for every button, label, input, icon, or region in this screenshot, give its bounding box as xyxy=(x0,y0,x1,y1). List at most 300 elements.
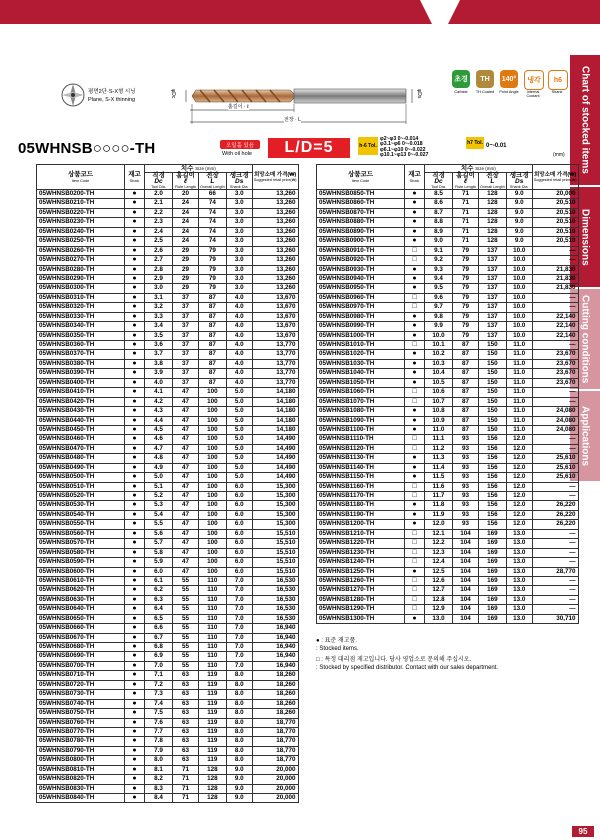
table-row xyxy=(37,775,299,784)
overall-length-cell: 169 xyxy=(479,586,507,595)
item-code-cell: 05WHNSB1150-TH xyxy=(317,473,405,482)
stock-mark-cell: ● xyxy=(125,190,145,199)
shank-dia-cell: 5.0 xyxy=(226,397,252,406)
item-code-cell: 05WHNSB0660-TH xyxy=(37,624,125,633)
flute-length-cell: 104 xyxy=(453,539,479,548)
price-cell: 13,260 xyxy=(252,208,298,217)
stock-mark-cell: ● xyxy=(125,548,145,557)
shank-dia-cell: 10.0 xyxy=(506,274,532,283)
flute-length-cell: 93 xyxy=(453,463,479,472)
flute-length-cell: 87 xyxy=(453,341,479,350)
price-cell: 22,140 xyxy=(532,331,578,340)
shank-dia-cell: 11.0 xyxy=(506,388,532,397)
price-cell: 14,490 xyxy=(252,463,298,472)
stock-mark-cell: ● xyxy=(125,378,145,387)
flute-length-cell: 55 xyxy=(173,586,199,595)
overall-length-cell: 169 xyxy=(479,595,507,604)
tolerance-line: φ3.1~φ6 0~-0.018 xyxy=(380,141,423,148)
flute-length-cell: 79 xyxy=(453,265,479,274)
stock-mark-cell: ● xyxy=(405,614,425,623)
price-cell: 13,260 xyxy=(252,274,298,283)
overall-length-cell: 87 xyxy=(199,293,227,302)
table-row xyxy=(317,605,579,614)
point-angle-icon: 140° xyxy=(500,70,518,88)
stock-mark-cell: ● xyxy=(405,284,425,293)
table-row xyxy=(317,312,579,321)
stock-mark-cell: ● xyxy=(405,199,425,208)
stock-mark-cell: ● xyxy=(125,756,145,765)
overall-length-cell: 79 xyxy=(199,256,227,265)
table-row xyxy=(317,388,579,397)
tool-dia-cell: 10.7 xyxy=(425,397,453,406)
shank-dia-cell: 10.0 xyxy=(506,303,532,312)
price-cell: 18,770 xyxy=(252,756,298,765)
price-cell: 22,140 xyxy=(532,312,578,321)
item-code-cell: 05WHNSB0690-TH xyxy=(37,652,125,661)
stock-mark-cell: ● xyxy=(125,746,145,755)
overall-length-cell: 150 xyxy=(479,359,507,368)
stock-mark-cell: ● xyxy=(405,567,425,576)
tool-dia-cell: 4.8 xyxy=(145,454,173,463)
stock-mark-cell: ● xyxy=(125,794,145,803)
flute-length-cell: 55 xyxy=(173,633,199,642)
price-cell: 14,180 xyxy=(252,397,298,406)
overall-length-cell: 110 xyxy=(199,576,227,585)
shank-dia-cell: 3.0 xyxy=(226,256,252,265)
flute-length-cell: 79 xyxy=(453,331,479,340)
stock-mark-cell: ● xyxy=(405,520,425,529)
overall-length-cell: 150 xyxy=(479,416,507,425)
flute-length-cell: 37 xyxy=(173,369,199,378)
shank-dia-cell: 6.0 xyxy=(226,567,252,576)
tool-dia-cell: 12.5 xyxy=(425,567,453,576)
stock-mark-cell: ● xyxy=(125,369,145,378)
price-cell: — xyxy=(532,539,578,548)
flute-length-cell: 47 xyxy=(173,520,199,529)
table-row xyxy=(317,199,579,208)
price-cell: 13,770 xyxy=(252,341,298,350)
item-code-cell: 05WHNSB0740-TH xyxy=(37,699,125,708)
flute-length-cell: 104 xyxy=(453,567,479,576)
tool-dia-cell: 3.8 xyxy=(145,359,173,368)
drill-drawing xyxy=(180,80,425,130)
shank-dia-cell: 10.0 xyxy=(506,284,532,293)
table-row xyxy=(317,539,579,548)
stock-mark-cell: ● xyxy=(405,190,425,199)
item-code-cell: 05WHNSB0910-TH xyxy=(317,246,405,255)
shank-dia-cell: 10.0 xyxy=(506,256,532,265)
shank-dia-cell: 12.0 xyxy=(506,482,532,491)
flute-length-cell: 47 xyxy=(173,567,199,576)
price-cell: 20,510 xyxy=(532,237,578,246)
price-cell: 14,180 xyxy=(252,425,298,434)
thinning-ko: 평면2단·S-X형 시닝 xyxy=(88,89,136,95)
shank-dia-cell: 8.0 xyxy=(226,718,252,727)
flute-length-cell: 47 xyxy=(173,501,199,510)
price-cell: 23,670 xyxy=(532,359,578,368)
item-code-cell: 05WHNSB0390-TH xyxy=(37,369,125,378)
overall-length-cell: 128 xyxy=(479,190,507,199)
stock-mark-cell: □ xyxy=(405,397,425,406)
overall-length-cell: 150 xyxy=(479,369,507,378)
item-code-cell: 05WHNSB1010-TH xyxy=(317,341,405,350)
tool-dia-cell: 12.3 xyxy=(425,548,453,557)
flute-length-cell: 47 xyxy=(173,529,199,538)
price-cell: — xyxy=(532,397,578,406)
product-table-right xyxy=(316,164,579,624)
price-cell: 25,610 xyxy=(532,463,578,472)
flute-length-cell: 47 xyxy=(173,397,199,406)
tool-dia-cell: 6.4 xyxy=(145,605,173,614)
shank-dia-cell: 7.0 xyxy=(226,633,252,642)
flute-length-cell: 37 xyxy=(173,293,199,302)
price-cell: 14,490 xyxy=(252,454,298,463)
tool-dia-cell: 11.8 xyxy=(425,501,453,510)
price-cell: 13,770 xyxy=(252,369,298,378)
flute-length-cell: 47 xyxy=(173,388,199,397)
table-row xyxy=(317,359,579,368)
stock-mark-cell: ● xyxy=(125,576,145,585)
tool-dia-cell: 3.0 xyxy=(145,284,173,293)
tool-dia-cell: 7.6 xyxy=(145,718,173,727)
item-code-cell: 05WHNSB1120-TH xyxy=(317,444,405,453)
stock-mark-cell: ● xyxy=(125,293,145,302)
item-code-cell: 05WHNSB0540-TH xyxy=(37,510,125,519)
flute-length-cell: 29 xyxy=(173,284,199,293)
price-cell: 26,220 xyxy=(532,510,578,519)
tool-dia-cell: 12.7 xyxy=(425,586,453,595)
table-row xyxy=(37,718,299,727)
price-cell: — xyxy=(532,558,578,567)
tool-dia-cell: 2.9 xyxy=(145,274,173,283)
stock-mark-cell: ● xyxy=(405,218,425,227)
shank-dia-cell: 11.0 xyxy=(506,341,532,350)
price-cell: 16,530 xyxy=(252,605,298,614)
stock-mark-cell: ● xyxy=(405,425,425,434)
overall-length-cell: 119 xyxy=(199,727,227,736)
overall-length-cell: 137 xyxy=(479,265,507,274)
flute-length-cell: 93 xyxy=(453,482,479,491)
overall-length-cell: 128 xyxy=(479,237,507,246)
overall-length-cell: 156 xyxy=(479,463,507,472)
overall-length-cell: 79 xyxy=(199,284,227,293)
stock-mark-cell: ● xyxy=(125,661,145,670)
price-cell: 14,490 xyxy=(252,435,298,444)
flute-length-cell: 79 xyxy=(453,322,479,331)
stock-mark-cell: □ xyxy=(405,558,425,567)
overall-length-cell: 169 xyxy=(479,529,507,538)
overall-length-cell: 87 xyxy=(199,378,227,387)
flute-length-cell: 63 xyxy=(173,756,199,765)
tolerance-line: φ10.1~φ13 0~-0.027 xyxy=(380,152,429,159)
overall-length-cell: 100 xyxy=(199,407,227,416)
tool-dia-cell: 6.7 xyxy=(145,633,173,642)
table-row xyxy=(37,473,299,482)
tool-dia-cell: 8.2 xyxy=(145,775,173,784)
tool-dia-cell: 5.2 xyxy=(145,492,173,501)
item-code-cell: 05WHNSB0720-TH xyxy=(37,680,125,689)
shank-dia-cell: 9.0 xyxy=(506,227,532,236)
item-code-cell: 05WHNSB0810-TH xyxy=(37,765,125,774)
table-row xyxy=(317,227,579,236)
shank-dia-cell: 3.0 xyxy=(226,265,252,274)
shank-dia-cell: 6.0 xyxy=(226,548,252,557)
price-cell: 15,510 xyxy=(252,548,298,557)
price-cell: — xyxy=(532,444,578,453)
tool-dia-cell: 3.3 xyxy=(145,312,173,321)
flute-length-cell: 24 xyxy=(173,227,199,236)
tool-dia-cell: 12.0 xyxy=(425,520,453,529)
overall-length-cell: 137 xyxy=(479,256,507,265)
price-cell: 13,260 xyxy=(252,284,298,293)
item-code-cell: 05WHNSB1190-TH xyxy=(317,510,405,519)
shank-dia-cell: 13.0 xyxy=(506,586,532,595)
tool-dia-cell: 3.1 xyxy=(145,293,173,302)
table-row xyxy=(37,284,299,293)
table-row xyxy=(317,208,579,217)
table-row xyxy=(37,539,299,548)
table-row xyxy=(37,303,299,312)
table-row xyxy=(317,397,579,406)
stock-mark-cell: ● xyxy=(125,718,145,727)
shank-dia-cell: 5.0 xyxy=(226,454,252,463)
shank-dia-cell: 7.0 xyxy=(226,652,252,661)
point-angle-label: Point Angle xyxy=(499,90,519,94)
overall-length-cell: 87 xyxy=(199,359,227,368)
item-code-cell: 05WHNSB0900-TH xyxy=(317,237,405,246)
table-row xyxy=(317,595,579,604)
tool-dia-cell: 12.9 xyxy=(425,605,453,614)
flute-length-cell: 55 xyxy=(173,614,199,623)
price-cell: 18,770 xyxy=(252,718,298,727)
flute-length-cell: 63 xyxy=(173,718,199,727)
flute-length-cell: 55 xyxy=(173,643,199,652)
overall-length-cell: 128 xyxy=(199,784,227,793)
stock-mark-cell: □ xyxy=(405,256,425,265)
item-code-cell: 05WHNSB1300-TH xyxy=(317,614,405,623)
shank-dia-cell: 7.0 xyxy=(226,576,252,585)
shank-dia-cell: 6.0 xyxy=(226,482,252,491)
tool-dia-cell: 12.8 xyxy=(425,595,453,604)
overall-length-cell: 137 xyxy=(479,293,507,302)
ld-ratio-badge: L/D=5 xyxy=(268,138,350,158)
shank-dia-cell: 5.0 xyxy=(226,407,252,416)
flute-length-cell: 37 xyxy=(173,312,199,321)
stock-mark-cell: ● xyxy=(125,567,145,576)
table-row xyxy=(317,350,579,359)
item-code-cell: 05WHNSB0820-TH xyxy=(37,775,125,784)
stock-mark-cell: ● xyxy=(125,680,145,689)
stock-mark-cell: ● xyxy=(125,652,145,661)
shank-dia-cell: 8.0 xyxy=(226,746,252,755)
tool-dia-cell: 3.5 xyxy=(145,331,173,340)
stock-mark-cell: □ xyxy=(405,444,425,453)
table-row xyxy=(317,463,579,472)
legend-stocked-ko: ● : 표준 재고품. xyxy=(316,638,357,644)
item-code-cell: 05WHNSB1000-TH xyxy=(317,331,405,340)
flute-length-cell: 55 xyxy=(173,605,199,614)
item-code-cell: 05WHNSB1240-TH xyxy=(317,558,405,567)
item-code-cell: 05WHNSB0220-TH xyxy=(37,208,125,217)
table-row xyxy=(37,341,299,350)
price-cell: 15,300 xyxy=(252,510,298,519)
price-cell: 15,300 xyxy=(252,520,298,529)
item-code-cell: 05WHNSB0570-TH xyxy=(37,539,125,548)
shank-dia-cell: 9.0 xyxy=(226,775,252,784)
stock-mark-cell: □ xyxy=(405,303,425,312)
price-cell: 15,300 xyxy=(252,482,298,491)
price-cell: 23,670 xyxy=(532,369,578,378)
col-header-shank: 생크경 Ds Shank Dia. xyxy=(226,173,252,190)
price-cell: — xyxy=(532,548,578,557)
item-code-cell: 05WHNSB0460-TH xyxy=(37,435,125,444)
h7-tolerance-icon: h7 Tol. xyxy=(466,137,484,149)
shank-dia-cell: 11.0 xyxy=(506,350,532,359)
overall-length-cell: 87 xyxy=(199,322,227,331)
stock-mark-cell: ● xyxy=(125,331,145,340)
price-cell: 20,000 xyxy=(532,190,578,199)
table-row xyxy=(37,312,299,321)
shank-dia-cell: 6.0 xyxy=(226,501,252,510)
stock-mark-cell: ● xyxy=(125,341,145,350)
overall-length-cell: 100 xyxy=(199,425,227,434)
tool-dia-cell: 2.5 xyxy=(145,237,173,246)
overall-length-cell: 79 xyxy=(199,274,227,283)
stock-mark-cell: □ xyxy=(405,341,425,350)
tool-dia-cell: 9.7 xyxy=(425,303,453,312)
price-cell: 13,260 xyxy=(252,218,298,227)
tool-dia-cell: 6.0 xyxy=(145,567,173,576)
table-row xyxy=(37,727,299,736)
price-cell: 30,710 xyxy=(532,614,578,623)
table-row xyxy=(317,246,579,255)
price-cell: 16,530 xyxy=(252,595,298,604)
oil-hole-en: With oil hole xyxy=(222,151,252,157)
flute-length-cell: 87 xyxy=(453,378,479,387)
table-row xyxy=(37,680,299,689)
table-row xyxy=(37,605,299,614)
overall-length-cell: 110 xyxy=(199,605,227,614)
stock-mark-cell: ● xyxy=(405,501,425,510)
shank-dia-cell: 5.0 xyxy=(226,425,252,434)
shank-dia-cell: 5.0 xyxy=(226,416,252,425)
overall-length-cell: 100 xyxy=(199,510,227,519)
col-header-price: 희망소매 가격(₩) Suggested retail price(₩) xyxy=(532,165,578,190)
overall-length-cell: 110 xyxy=(199,633,227,642)
table-row xyxy=(317,407,579,416)
tool-dia-cell: 5.0 xyxy=(145,473,173,482)
flute-length-cell: 24 xyxy=(173,208,199,217)
col-header-shank: 생크경 Ds Shank Dia. xyxy=(506,173,532,190)
stock-mark-cell: ● xyxy=(125,388,145,397)
flute-length-cell: 93 xyxy=(453,492,479,501)
shank-dia-cell: 13.0 xyxy=(506,605,532,614)
table-row xyxy=(317,473,579,482)
shank-dia-cell: 6.0 xyxy=(226,520,252,529)
flute-length-cell: 55 xyxy=(173,576,199,585)
item-code-cell: 05WHNSB0800-TH xyxy=(37,756,125,765)
stock-mark-cell: ● xyxy=(125,784,145,793)
ds-label: φDs xyxy=(416,89,422,99)
shank-dia-cell: 12.0 xyxy=(506,435,532,444)
flute-length-cell: 79 xyxy=(453,284,479,293)
tool-dia-cell: 2.1 xyxy=(145,199,173,208)
overall-length-cell: 100 xyxy=(199,388,227,397)
overall-length-cell: 87 xyxy=(199,303,227,312)
item-code-cell: 05WHNSB1280-TH xyxy=(317,595,405,604)
flute-length-cell: 93 xyxy=(453,435,479,444)
tool-dia-cell: 8.8 xyxy=(425,218,453,227)
overall-length-cell: 128 xyxy=(199,765,227,774)
overall-length-cell: 100 xyxy=(199,529,227,538)
stock-mark-cell: □ xyxy=(405,576,425,585)
price-cell: — xyxy=(532,576,578,585)
table-row xyxy=(317,265,579,274)
item-code-cell: 05WHNSB0470-TH xyxy=(37,444,125,453)
tool-dia-cell: 7.5 xyxy=(145,709,173,718)
tool-dia-cell: 8.5 xyxy=(425,190,453,199)
overall-length-cell: 87 xyxy=(199,331,227,340)
shank-dia-cell: 3.0 xyxy=(226,274,252,283)
price-cell: 20,000 xyxy=(252,775,298,784)
item-code-cell: 05WHNSB0750-TH xyxy=(37,709,125,718)
flute-length-cell: 47 xyxy=(173,539,199,548)
price-cell: 13,670 xyxy=(252,293,298,302)
overall-length-cell: 128 xyxy=(199,794,227,803)
item-code-cell: 05WHNSB0880-TH xyxy=(317,218,405,227)
overall-length-cell: 150 xyxy=(479,397,507,406)
overall-length-cell: 169 xyxy=(479,558,507,567)
shank-dia-cell: 7.0 xyxy=(226,595,252,604)
item-code-cell: 05WHNSB1170-TH xyxy=(317,492,405,501)
tool-dia-cell: 7.2 xyxy=(145,680,173,689)
stock-mark-cell: ● xyxy=(125,539,145,548)
shank-dia-cell: 3.0 xyxy=(226,218,252,227)
tool-dia-cell: 10.9 xyxy=(425,416,453,425)
item-code-cell: 05WHNSB0730-TH xyxy=(37,690,125,699)
table-row xyxy=(317,548,579,557)
flute-length-cell: 37 xyxy=(173,350,199,359)
flute-length-cell: 24 xyxy=(173,199,199,208)
tool-dia-cell: 6.3 xyxy=(145,595,173,604)
tool-dia-cell: 5.3 xyxy=(145,501,173,510)
col-header-flute: 홈길이 ℓ Flute Length xyxy=(453,173,479,190)
item-code-cell: 05WHNSB0210-TH xyxy=(37,199,125,208)
table-row xyxy=(317,274,579,283)
table-row xyxy=(317,256,579,265)
table-row xyxy=(317,218,579,227)
item-code-cell: 05WHNSB0920-TH xyxy=(317,256,405,265)
flute-length-cell: 104 xyxy=(453,529,479,538)
price-cell: 14,180 xyxy=(252,388,298,397)
table-row xyxy=(317,190,579,199)
item-code-cell: 05WHNSB0590-TH xyxy=(37,558,125,567)
tool-dia-cell: 3.6 xyxy=(145,341,173,350)
col-header-flute: 홈길이 ℓ Flute Length xyxy=(173,173,199,190)
stock-mark-cell: ● xyxy=(125,586,145,595)
shank-dia-cell: 6.0 xyxy=(226,492,252,501)
price-cell: 21,830 xyxy=(532,265,578,274)
item-code-cell: 05WHNSB0620-TH xyxy=(37,586,125,595)
legend-stocked-en: : Stocked items. xyxy=(316,646,359,652)
flute-length-cell: 47 xyxy=(173,435,199,444)
table-row xyxy=(317,586,579,595)
flute-length-cell: 93 xyxy=(453,501,479,510)
item-code-cell: 05WHNSB0930-TH xyxy=(317,265,405,274)
flute-length-cell: 47 xyxy=(173,473,199,482)
shank-dia-cell: 7.0 xyxy=(226,643,252,652)
price-cell: 16,530 xyxy=(252,586,298,595)
